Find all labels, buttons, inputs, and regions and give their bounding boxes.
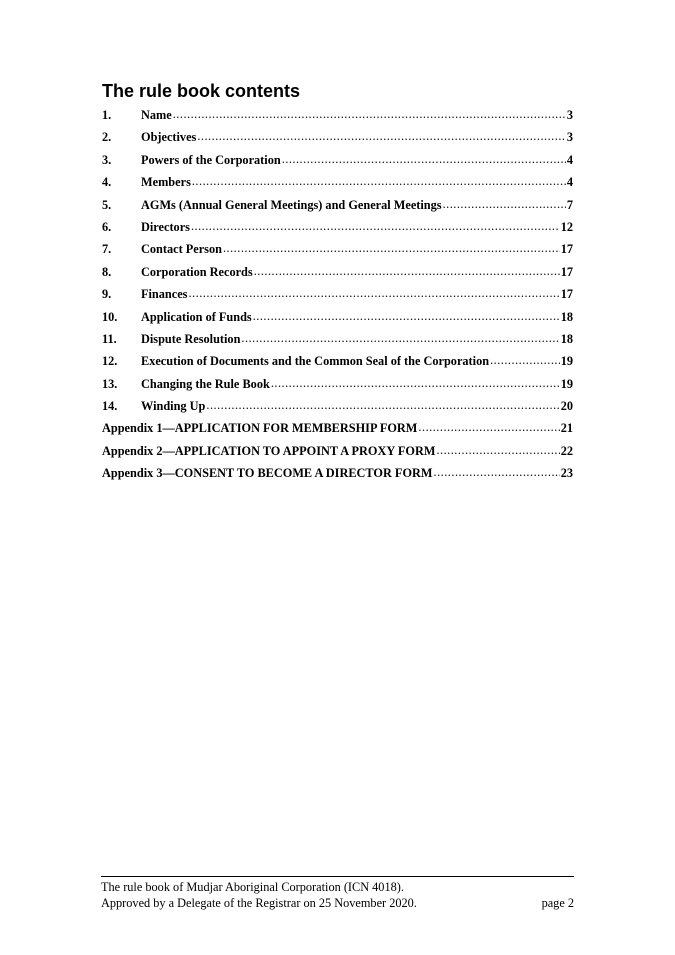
toc-dot-leader: [253, 309, 560, 324]
toc-entry-page[interactable]: 19: [560, 354, 573, 369]
toc-appendix-title[interactable]: Appendix 2—APPLICATION TO APPOINT A PROXY FORM: [102, 443, 436, 458]
toc-entry-page[interactable]: 12: [560, 219, 573, 234]
toc-entry-title[interactable]: Members: [141, 175, 191, 190]
toc-entry-title[interactable]: Application of Funds: [141, 309, 252, 324]
toc-entry-number: 10.: [102, 309, 118, 324]
toc-dot-leader: [206, 398, 559, 413]
toc-dot-leader: [418, 420, 559, 435]
footer-approval-line: Approved by a Delegate of the Registrar on 25 November 2020.: [101, 896, 417, 910]
toc-dot-leader: [197, 129, 566, 144]
toc-entry-page[interactable]: 18: [560, 309, 573, 324]
toc-entry-title[interactable]: Changing the Rule Book: [141, 376, 270, 391]
toc-entry-title[interactable]: AGMs (Annual General Meetings) and General Meetings: [141, 197, 442, 212]
toc-entry-number: 4.: [102, 175, 112, 190]
toc-entry-number: 7.: [102, 242, 112, 257]
toc-dot-leader: [443, 197, 566, 212]
toc-entry[interactable]: [102, 242, 573, 264]
toc-entry-number: 6.: [102, 219, 112, 234]
toc-entry[interactable]: [102, 310, 573, 332]
toc-dot-leader: [241, 331, 559, 346]
toc-entry-number: 13.: [102, 376, 118, 391]
toc-entry-number: 8.: [102, 264, 112, 279]
toc-dot-leader: [188, 286, 559, 301]
toc-dot-leader: [254, 264, 560, 279]
toc-entry-number: 5.: [102, 197, 112, 212]
toc-entry-page[interactable]: 3: [566, 108, 573, 122]
toc-dot-leader: [173, 107, 566, 122]
toc-appendix-title[interactable]: Appendix 3—CONSENT TO BECOME A DIRECTOR FORM: [102, 466, 433, 481]
footer-rulebook-line: The rule book of Mudjar Aboriginal Corporation (ICN 4018).: [101, 880, 404, 894]
toc-entry-number: 2.: [102, 130, 112, 145]
toc-dot-leader: [282, 152, 566, 167]
toc-appendix-page[interactable]: 22: [560, 443, 573, 458]
toc-entry[interactable]: [102, 175, 573, 197]
toc-entry-title[interactable]: Powers of the Corporation: [141, 152, 281, 167]
toc-entry-number: 1.: [102, 108, 112, 122]
toc-entry-page[interactable]: 3: [566, 130, 573, 145]
toc-entry-page[interactable]: 18: [560, 331, 573, 346]
toc-entry[interactable]: [102, 220, 573, 242]
toc-entry-title[interactable]: Directors: [141, 219, 190, 234]
toc-entry-title[interactable]: Objectives: [141, 130, 197, 145]
toc-entry[interactable]: [102, 265, 573, 287]
toc-entry-page[interactable]: 19: [560, 376, 573, 391]
toc-entry[interactable]: [102, 377, 573, 399]
toc-dot-leader: [436, 443, 559, 458]
toc-entry-page[interactable]: 17: [560, 242, 573, 257]
toc-entry-page[interactable]: 17: [560, 287, 573, 302]
toc-entry[interactable]: [102, 153, 573, 175]
toc-entry[interactable]: [102, 399, 573, 421]
toc-appendix-page[interactable]: 23: [560, 466, 573, 481]
toc-entry-title[interactable]: Corporation Records: [141, 264, 253, 279]
toc-entry-number: 9.: [102, 287, 112, 302]
toc-entry-page[interactable]: 4: [566, 152, 573, 167]
toc-entry[interactable]: [102, 130, 573, 152]
page-number: page 2: [541, 896, 574, 910]
toc-dot-leader: [192, 174, 566, 189]
toc-entry[interactable]: [102, 198, 573, 220]
toc-appendix-title[interactable]: Appendix 1—APPLICATION FOR MEMBERSHIP FORM: [102, 421, 418, 436]
toc-dot-leader: [434, 465, 560, 480]
footer-approval-row: [101, 895, 574, 911]
page-title: The rule book contents: [102, 81, 301, 101]
toc-entry-page[interactable]: 17: [560, 264, 573, 279]
toc-entry-title[interactable]: Dispute Resolution: [141, 331, 241, 346]
toc-entry-number: 12.: [102, 354, 118, 369]
toc-entry-title[interactable]: Winding Up: [141, 399, 206, 414]
toc-appendix-page[interactable]: 21: [560, 421, 573, 436]
table-of-contents: [102, 108, 573, 489]
toc-entry[interactable]: [102, 108, 573, 130]
toc-entry-title[interactable]: Contact Person: [141, 242, 222, 257]
toc-entry[interactable]: [102, 287, 573, 309]
toc-dot-leader: [191, 219, 560, 234]
toc-entry-title[interactable]: Name: [141, 108, 172, 122]
toc-appendix-entry[interactable]: [102, 421, 573, 443]
toc-dot-leader: [490, 353, 560, 368]
toc-entry-number: 14.: [102, 399, 118, 414]
toc-entry[interactable]: [102, 332, 573, 354]
toc-entry-title[interactable]: Finances: [141, 287, 188, 302]
toc-entry-page[interactable]: 20: [560, 399, 573, 414]
toc-appendix-entry[interactable]: [102, 444, 573, 466]
toc-entry[interactable]: [102, 354, 573, 376]
toc-dot-leader: [271, 376, 560, 391]
toc-dot-leader: [223, 241, 560, 256]
page-footer: [101, 876, 574, 911]
toc-entry-title[interactable]: Execution of Documents and the Common Seal of the Corporation: [141, 354, 490, 369]
toc-entry-page[interactable]: 7: [566, 197, 573, 212]
toc-entry-number: 11.: [102, 331, 117, 346]
toc-appendix-entry[interactable]: [102, 466, 573, 488]
toc-entry-number: 3.: [102, 152, 112, 167]
toc-entry-page[interactable]: 4: [566, 175, 573, 190]
